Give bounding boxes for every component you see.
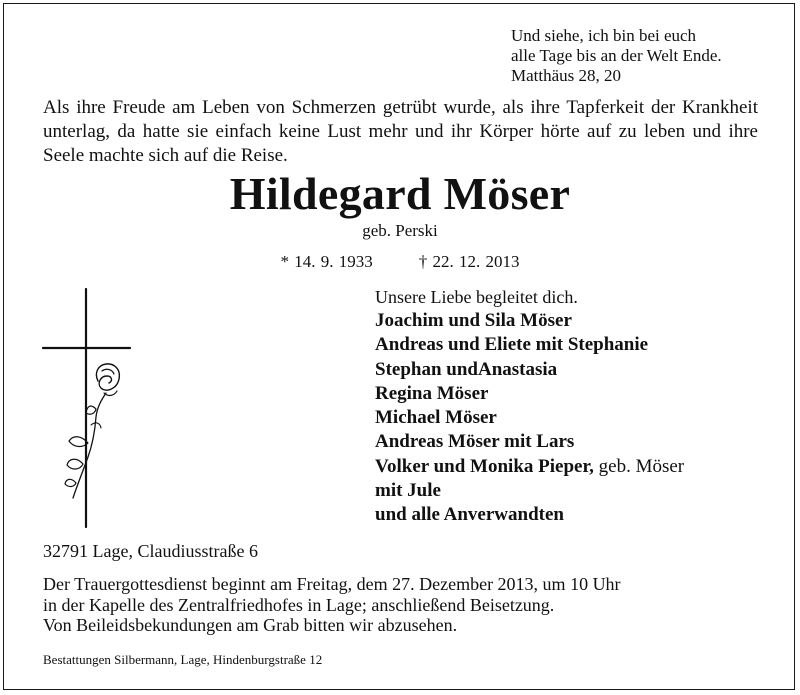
mourner-name: Stephan undAnastasia bbox=[375, 358, 558, 380]
mourner-maiden-name: geb. Möser bbox=[598, 455, 685, 477]
maiden-name: geb. Perski bbox=[362, 221, 438, 240]
family-address: 32791 Lage, Claudiusstraße 6 bbox=[43, 541, 258, 561]
mourner-name: Volker und Monika Pieper, bbox=[375, 455, 594, 477]
mourner-name: mit Jule bbox=[375, 480, 441, 502]
verse-line: Und siehe, ich bin bei euch bbox=[511, 26, 697, 45]
mourner-name: Michael Möser bbox=[375, 407, 497, 429]
mourner-name: Regina Möser bbox=[375, 382, 489, 404]
bible-verse bbox=[511, 26, 722, 86]
intro-text: Als ihre Freude am Leben von Schmerzen getrübt wurde, als ihre Tapferkeit der Krankheit unterlag, da hatte sie einfach keine Lust mehr und ihr Körper hörte auf zu leben und ihre Seele machte sich auf die Reise. bbox=[43, 97, 758, 166]
service-line: Der Trauergottesdienst beginnt am Freitag, dem 27. Dezember 2013, um 10 Uhr bbox=[43, 574, 621, 594]
mourner-name: Joachim und Sila Möser bbox=[375, 310, 572, 331]
mourners-list bbox=[375, 285, 684, 528]
verse-reference: Matthäus 28, 20 bbox=[511, 66, 622, 85]
service-info bbox=[43, 574, 621, 636]
mourner-row-pieper bbox=[375, 455, 684, 479]
mourner-name: und alle Anverwandten bbox=[375, 504, 564, 526]
service-line: in der Kapelle des Zentralfriedhofes in Lage; anschließend Beisetzung. bbox=[43, 594, 555, 615]
death-date: † 22. 12. 2013 bbox=[418, 252, 520, 271]
cross-with-rose-icon bbox=[40, 285, 140, 530]
deceased-name: Hildegard Möser bbox=[229, 168, 571, 219]
birth-date: * 14. 9. 1933 bbox=[280, 252, 373, 271]
life-dates bbox=[0, 251, 800, 273]
service-line: Von Beileidsbekundungen am Grab bitten wir abzusehen. bbox=[43, 615, 458, 635]
mourner-name: Andreas Möser mit Lars bbox=[375, 431, 575, 453]
mourners-lead: Unsere Liebe begleitet dich. bbox=[375, 287, 578, 307]
undertaker-info: Bestattungen Silbermann, Lage, Hindenburgstraße 12 bbox=[43, 652, 323, 667]
verse-line: alle Tage bis an der Welt Ende. bbox=[511, 46, 722, 65]
mourner-name: Andreas und Eliete mit Stephanie bbox=[375, 334, 649, 356]
